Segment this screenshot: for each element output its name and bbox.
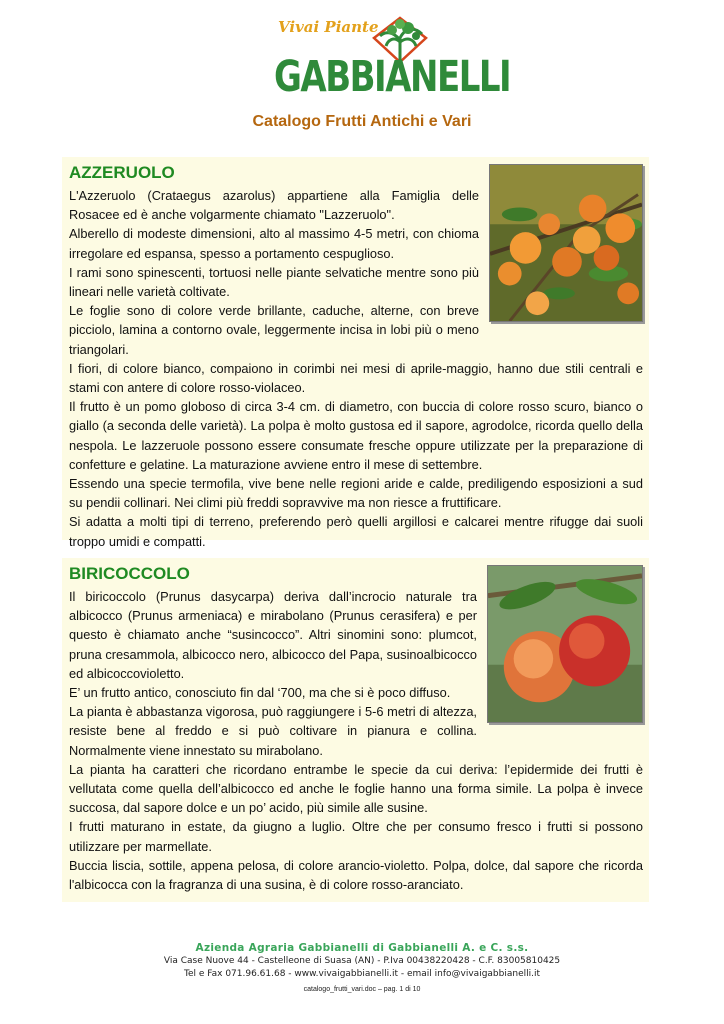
section-azzeruolo — [62, 157, 649, 549]
paragraph: I rami sono spinescenti, tortuosi nelle piante selvatiche mentre sono più lineari nelle varietà coltivate. — [69, 264, 479, 300]
paragraph: Le foglie sono di colore verde brillante, caduche, alterne, con breve picciolo, lamina a contorno ovale, leggermente incisa in lobi più o meno triangolari. — [69, 303, 479, 357]
section-heading: AZZERUOLO — [69, 163, 175, 182]
biricoccolo-photo — [487, 565, 643, 723]
paragraph: L'Azzeruolo (Crataegus azarolus) appartiene alla Famiglia delle Rosacee ed è anche volgarmente chiamato "Lazzeruolo". — [69, 188, 479, 223]
paragraph: E’ un frutto antico, conosciuto fin dal ‘700, ma che si è poco diffuso. — [69, 685, 451, 701]
paragraph: Il biricoccolo (Prunus dasycarpa) deriva dall’incrocio naturale tra albicocco (Prunus armeniaca) e mirabolano (Prunus cerasifera) e per questo è chiamato anche “susincocco”. Altri sinomini sono: plumcot, pruna cresammola, albicocco nero, albicocco del Papa, susinoalbicocco ed albicoccovioletto. — [69, 589, 477, 681]
paragraph: La pianta ha caratteri che ricordano entrambe le specie da cui deriva: l’epidermide dei frutti è vellutata come quella dell’albicocco ed anche le foglie hanno una forma simile. La polpa è invece succosa, dal sapore dolce e un po’ acido, più simile alle susine. — [69, 761, 643, 816]
company-footer — [0, 941, 724, 981]
paragraph: I fiori, di colore bianco, compaiono in corimbi nei mesi di aprile-maggio, hanno due stili centrali e stami con antere di colore rosso-violaceo. — [69, 360, 643, 396]
company-logo — [270, 14, 511, 102]
paragraph: Essendo una specie termofila, vive bene nelle regioni aride e calde, prediligendo esposizioni a sud su pendii collinari. Nei climi più freddi sopravvive ma non riesce a fruttificare. — [69, 476, 643, 511]
page-number: catalogo_frutti_vari.doc – pag. 1 di 10 — [303, 986, 421, 993]
document-title: Catalogo Frutti Antichi e Vari — [252, 113, 472, 130]
section-heading: BIRICOCCOLO — [69, 564, 190, 583]
logo-brand-text: GABBIANELLI — [274, 52, 511, 102]
paragraph: Buccia liscia, sottile, appena pelosa, di colore arancio-violetto. Polpa, dolce, dal sapore che ricorda l'albicocca con la fragranza di una susina, è di colore rosso-aranciato. — [69, 857, 643, 893]
paragraph: I frutti maturano in estate, da giugno a luglio. Oltre che per consumo fresco i frutti si possono utilizzare per marmellate. — [69, 819, 643, 854]
footer-company: Azienda Agraria Gabbianelli di Gabbianelli A. e C. s.s. — [195, 942, 529, 954]
paragraph: Alberello di modeste dimensioni, alto al massimo 4-5 metri, con chioma irregolare ed espansa, spesso a portamento cespuglioso. — [69, 226, 479, 261]
logo-script-text: Vivai Piante — [278, 18, 379, 36]
section-biricoccolo — [62, 558, 649, 902]
footer-contacts: Tel e Fax 071.96.61.68 - www.vivaigabbianelli.it - email info@vivaigabbianelli.it — [184, 969, 540, 979]
footer-address: Via Case Nuove 44 - Castelleone di Suasa (AN) - P.Iva 00438220428 - C.F. 83005810425 — [163, 956, 561, 966]
paragraph: Il frutto è un pomo globoso di circa 3-4 cm. di diametro, con buccia di colore rosso scuro, bianco o giallo (a seconda delle varietà). La polpa è molto gustosa ed il sapore, agrodolce, ricorda quello della nespola. Le lazzeruole possono essere consumate fresche oppure utilizzate per la preparazione di confetture e gelatine. La maturazione avviene entro il mese di settembre. — [69, 399, 643, 472]
paragraph: Si adatta a molti tipi di terreno, preferendo però quelli argillosi e calcarei mentre rifugge dai suoli troppo umidi e compatti. — [69, 514, 643, 549]
azzeruolo-photo — [489, 164, 643, 322]
paragraph: La pianta è abbastanza vigorosa, può raggiungere i 5-6 metri di altezza, resiste bene al freddo e si può coltivare in pianura e collina. Normalmente viene innestato su mirabolano. — [69, 704, 477, 758]
